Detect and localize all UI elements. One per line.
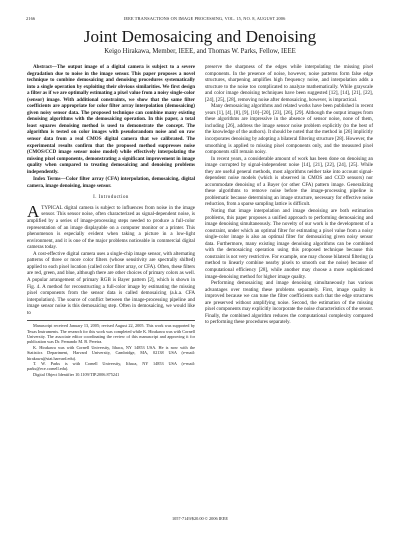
intro-paragraph-2: A cost-effective digital camera uses a single-chip image sensor, with alternating patterns of three or more color filters (whose sensitivity are spectrally shifted) applied to each pixel location (called color filter array, or CFA). Often, these filters are red, green, and blue, although there are other choices of primary colors as well. A popular arrangement of primary RGB is Bayer pattern [2], which is shown in Fig. 4. A method for reconstructing a full-color image by estimating the missing pixel components from the sensor data is called demosaicing (a.k.a. CFA interpolation). The source of conflict between the image-processing pipeline and image sensor noise is this demosaicing step. Often in demosaicing, we would like to (27, 250, 195, 316)
drop-cap: A (27, 201, 40, 221)
footnote-3: T. W. Parks is with Cornell University, Ithaca, NY 14853 USA (e-mail: parks@ece.cornell.edu). (27, 361, 195, 372)
footnotes (27, 320, 195, 377)
abstract: Abstract—The output image of a digital camera is subject to a severe degradation due to noise in the image sensor. This paper proposes a novel technique to combine demosaicing and denoising procedures systematically into a single operation by exploiting their obvious similarities. We first design a filter as if we are optimally estimating a pixel value from a noisy single-color (sensor) image. With additional constraints, we show that the same filter coefficients are appropriate for color filter array interpolation (demosaicing) given noisy sensor data. The proposed technique can combine many existing denoising algorithms with the demosaicing operation. In this paper, a total least squares denoising method is used to demonstrate the concept. The algorithm is tested on color images with pseudorandom noise and on raw sensor data from a real CMOS digital camera that we calibrated. The experimental results confirm that the proposed method suppresses noise (CMOS/CCD image sensor noise model) while effectively interpolating the missing pixel components, demonstrating a significant improvement in image quality when compared to treating demosaicing and denoising problems independently. (27, 64, 195, 175)
footnote-2: K. Hirakawa was with Cornell University, Ithaca, NY 14853 USA. He is now with the Statistics Department, Harvard University, Cambridge, MA, 02138 USA (e-mail: hirakawa@stat.harvard.edu). (27, 344, 195, 361)
footnote-4: Digital Object Identifier 10.1109/TIP.2006.875241 (33, 371, 120, 377)
body-paragraph-5: Performing demosaicing and image denoising simultaneously has various advantages over treating these problems separately. First, image quality is improved because we can tune the filter coefficients such that the edge structures are preserved without amplifying noise. Second, the estimation of the missing pixel components may explicitly incorporate the noise characteristics of the sensor. Finally, the combined algorithm reduces the computational complexity compared to performing these procedures separately. (205, 280, 373, 326)
paper-title: Joint Demosaicing and Denoising (83, 27, 317, 46)
copyright-line: 1057-7149/$20.00 © 2006 IEEE (171, 516, 228, 521)
intro-paragraph-1-text: TYPICAL digital camera is subject to influences from noise in the image sensor. This sensor noise, often characterized as signal-dependent noise, is amplified by a series of image-processing steps needed to produce a full-color representation of an image displayable on a computer monitor or a printer. This phenomenon is especially evident when taking a picture in a low-light environment, and it is one of the major problems noticeable in commercial digital cameras today. (27, 204, 195, 251)
index-terms: Index Terms—Color filter array (CFA) interpolation, demosaicing, digital camera, image denoising, image sensor. (27, 176, 195, 189)
body-paragraph-3: In recent years, a considerable amount of work has been done on denoising an image corrupted by signal-independent noise [14], [21], [22], [24], [25]. While they are useful general methods, most algorithms neither take into account signal-dependent noise models (which is observed in CMOS and CCD sensors) nor accommodate denoising of a Bayer (or other CFA) pattern image. Generalizing these algorithms to remove noise before the image-processing pipeline is problematic because determining an image structure, necessary for effective noise reduction, from a sparse sampling lattice is difficult. (205, 155, 373, 208)
right-column (205, 64, 373, 326)
running-head (26, 16, 374, 21)
footnote-1: Manuscript received January 13, 2005; revised August 22, 2005. This work was supported by Texas Instruments. The research for this work was completed while K. Hirakawa was with Cornell University. The associate editor coordinating the review of this manuscript and approving it for publication was Dr. Fernando M. B. Pereira. (27, 323, 195, 345)
body-paragraph-1: preserve the sharpness of the edges while interpolating the missing pixel components. In the presence of noise, however, noise patterns form false edge structures, sharpening amplifies high frequency noise, and interpolation adds a structure to the noise too complicated to analyze mathematically. While grayscale and color image denoising techniques have been suggested [12], [14], [21], [22], [24], [25], [28], removing noise after demosaicing, however, is impractical. (205, 64, 373, 103)
journal-name: IEEE TRANSACTIONS ON IMAGE PROCESSING, VOL. 15, NO. 8, AUGUST 2006 (123, 16, 286, 21)
body-paragraph-4: Noting that image interpolation and image denoising are both estimation problems, this paper proposes a unified approach to performing demosaicing and image denoising simultaneously. The novelty of our work is the development of a constraint, under which an optimal filter for estimating a pixel value from a noisy single-color image is also an optimal filter for demosaicing given noisy sensor data. Furthermore, many existing image denoising algorithms can be combined with the demosaicing operation using this proposed technique because this constraint is not very restrictive. For example, one may choose bilateral filtering (a method to linearly combine nearby pixels to smooth out the noise) because of computational efficiency [28], while another may choose a more sophisticated image-denoising method for higher image quality. (205, 208, 373, 280)
body-paragraph-2: Many demosaicing algorithms and related works have been published in recent years [1], [4], [8], [9], [10]–[20], [23], [26], [29]. Although the output images from these algorithms are impressive in the absence of sensor noise, none of them, including [26], address the image sensor noise problem explicitly (to the best of the knowledge of the authors). It should be noted that the method in [26] implicitly incorporates denoising by adopting a bilateral filtering structure [28]. However, the smoothing is applied to missing pixel components only, and the measured pixel components still remain noisy. (205, 103, 373, 156)
left-column (27, 64, 195, 377)
section-heading-introduction: I. Introduction (93, 195, 129, 201)
intro-paragraph-1 (27, 201, 195, 251)
paper-authors: Keigo Hirakawa, Member, IEEE, and Thomas W. Parks, Fellow, IEEE (104, 48, 296, 55)
page-number: 2166 (26, 16, 36, 21)
